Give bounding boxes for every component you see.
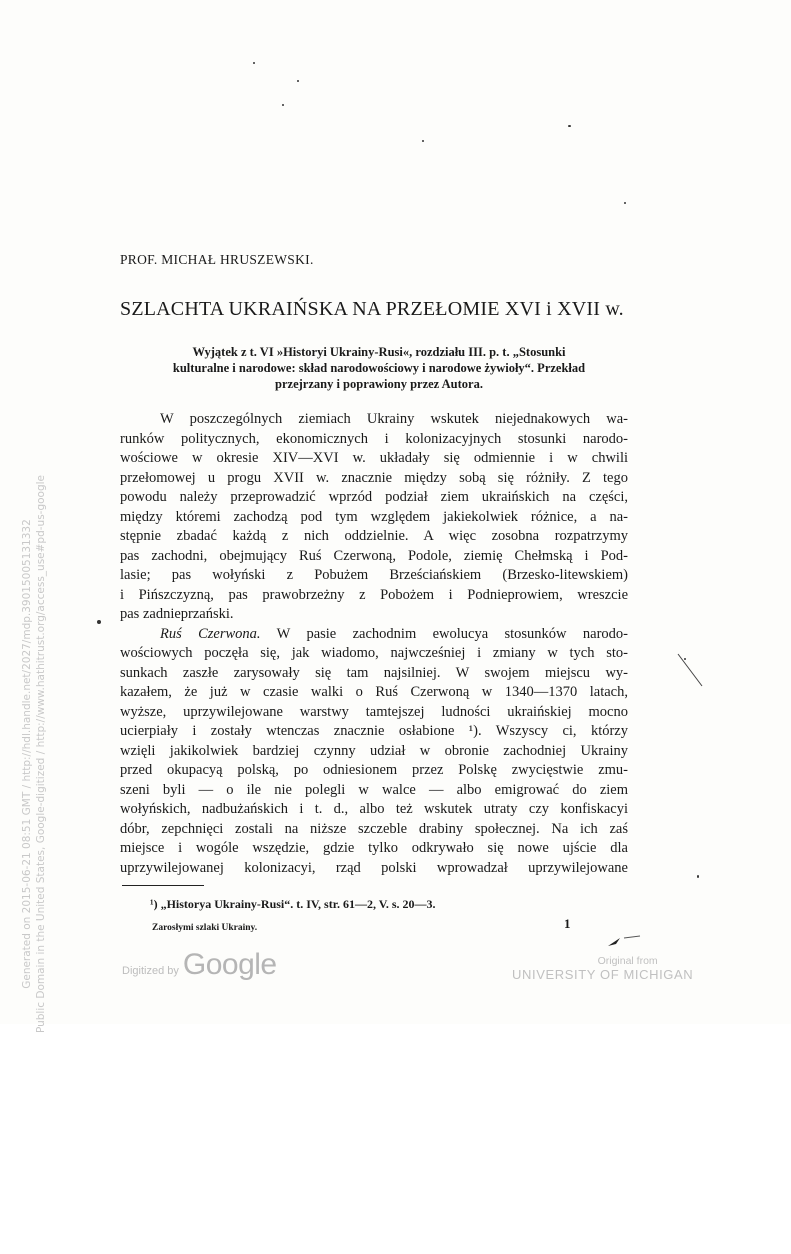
body-line: między któremi zachodzą pod tym względem jakiekolwiek różnice, a na- <box>120 508 628 525</box>
scan-line-mark-icon <box>676 652 706 692</box>
author-name: PROF. MICHAŁ HRUSZEWSKI. <box>120 252 314 267</box>
page-number: 1 <box>564 916 571 931</box>
scan-speck <box>297 80 299 82</box>
paragraph-1 <box>120 410 628 625</box>
scan-speck <box>253 62 255 64</box>
scan-speck <box>624 202 626 204</box>
scan-speck <box>568 125 571 127</box>
google-digitized-watermark <box>122 948 277 982</box>
stamp-line: Generated on 2015-06-21 08:51 GMT / http://hdl.handle.net/2027/mdp.39015005131332 <box>21 519 33 989</box>
google-logo: Google <box>182 948 277 981</box>
body-line: stępnie zbadać każdą z nich oddzielnie. A więc zosobna rozpatrzymy <box>120 528 628 544</box>
original-source-watermark <box>512 955 693 982</box>
article-subtitle <box>120 344 638 392</box>
subtitle-line: kulturalne i narodowe: skład narodowościowy i narodowe żywioły“. Przekład <box>172 361 586 375</box>
article-title: SZLACHTA UKRAIŃSKA NA PRZEŁOMIE XVI i XVII w. <box>120 298 624 320</box>
stamp-line: Public Domain in the United States, Google-digitized / http://www.hathitrust.org/access_use#pd-us-google <box>35 474 47 1034</box>
body-line: uprzywilejowanej kolonizacyi, rząd polski wprowadzał uprzywilejowane <box>120 859 628 876</box>
article-body <box>120 410 628 878</box>
body-line: i Pińszczyzną, pas prawobrzeżny z Pobożem i Podnieprowiem, wreszcie <box>120 586 628 603</box>
scan-speck <box>697 875 699 878</box>
digitized-by-label: Digitized by <box>122 965 179 977</box>
original-from-label: Original from <box>597 955 658 967</box>
signature-line: Zarosłymi szlaki Ukrainy. <box>152 923 258 933</box>
scan-speck <box>422 140 424 142</box>
ink-mark-icon <box>606 930 646 950</box>
body-line: pas zadnieprzański. <box>120 606 234 622</box>
body-line: kazałem, że już w czasie walki o Ruś Czerwoną w 1340—1370 latach, <box>120 684 628 700</box>
body-line: runków politycznych, ekonomicznych i kolonizacyjnych stosunki narodo- <box>120 430 628 447</box>
university-name: UNIVERSITY OF MICHIGAN <box>512 967 694 982</box>
body-line: wołyńskich, nadbużańskich i t. d., albo też wskutek utraty czy konfiskacyi <box>120 801 628 817</box>
body-line: pas zachodni, obejmujący Ruś Czerwoną, Podole, ziemię Chełmską i Pod- <box>120 547 628 564</box>
body-line: ucierpiały i zostały wtenczas znacznie osłabione ¹). Wszyscy ci, którzy <box>120 723 628 739</box>
body-line: dóbr, zepchnięci zostali na niższe szczeble drabiny społecznej. Na ich zaś <box>120 820 628 837</box>
body-line: wościowych poczęła się, jak wiadomo, najwcześniej i zmiany w tych sto- <box>120 645 628 661</box>
body-line: miejsce i wogóle wszędzie, gdzie tylko odkrywało się nowe ujście dla <box>120 840 628 856</box>
body-line: powodu należy przeprowadzić wprzód podział ziem ukraińskich na części, <box>120 489 628 505</box>
body-line: W poszczególnych ziemiach Ukrainy wskutek niejednakowych wa- <box>160 411 628 427</box>
subtitle-line: przejrzany i poprawiony przez Autora. <box>275 377 483 391</box>
body-line: wyższe, uprzywilejowane warstwy tamtejszej ludności ukraińskiej mocno <box>120 703 628 720</box>
scan-speck <box>282 104 284 106</box>
body-line: lasie; pas wołyński z Pobużem Brześciańskiem (Brzesko-litewskiem) <box>120 567 628 583</box>
body-line <box>120 625 628 645</box>
body-line-rest: W pasie zachodnim ewolucya stosunków narodo- <box>260 625 628 642</box>
section-lead: Ruś Czerwona. <box>160 625 261 642</box>
subtitle-line: Wyjątek z t. VI »Historyi Ukrainy-Rusi«, rozdziału III. p. t. „Stosunki <box>192 345 566 359</box>
footnote-divider <box>122 885 204 886</box>
body-line: przed okupacyą polską, po odniesionem przez Polskę zwycięstwie zmu- <box>120 762 628 778</box>
scan-speck <box>97 620 101 624</box>
body-line: wościowe w okresie XIV—XVI w. układały się odmiennie i w chwili <box>120 450 628 466</box>
footnote: ¹) „Historya Ukrainy-Rusi“. t. IV, str. 61—2, V. s. 20—3. <box>150 897 436 911</box>
body-line: przełomowej u progu XVII w. znacznie między sobą się różniły. Z tego <box>120 469 628 486</box>
hathitrust-stamp <box>20 254 48 1254</box>
body-line: wzięli jakikolwiek bardziej czynny udział w obronie zachodniej Ukrainy <box>120 742 628 759</box>
body-line: szeni byli — o ile nie polegli w walce — albo emigrować do ziem <box>120 781 628 798</box>
body-line: sunkach zaszłe zarysowały się tam najsilniej. W swojem miejscu wy- <box>120 664 628 681</box>
paragraph-2 <box>120 625 628 879</box>
